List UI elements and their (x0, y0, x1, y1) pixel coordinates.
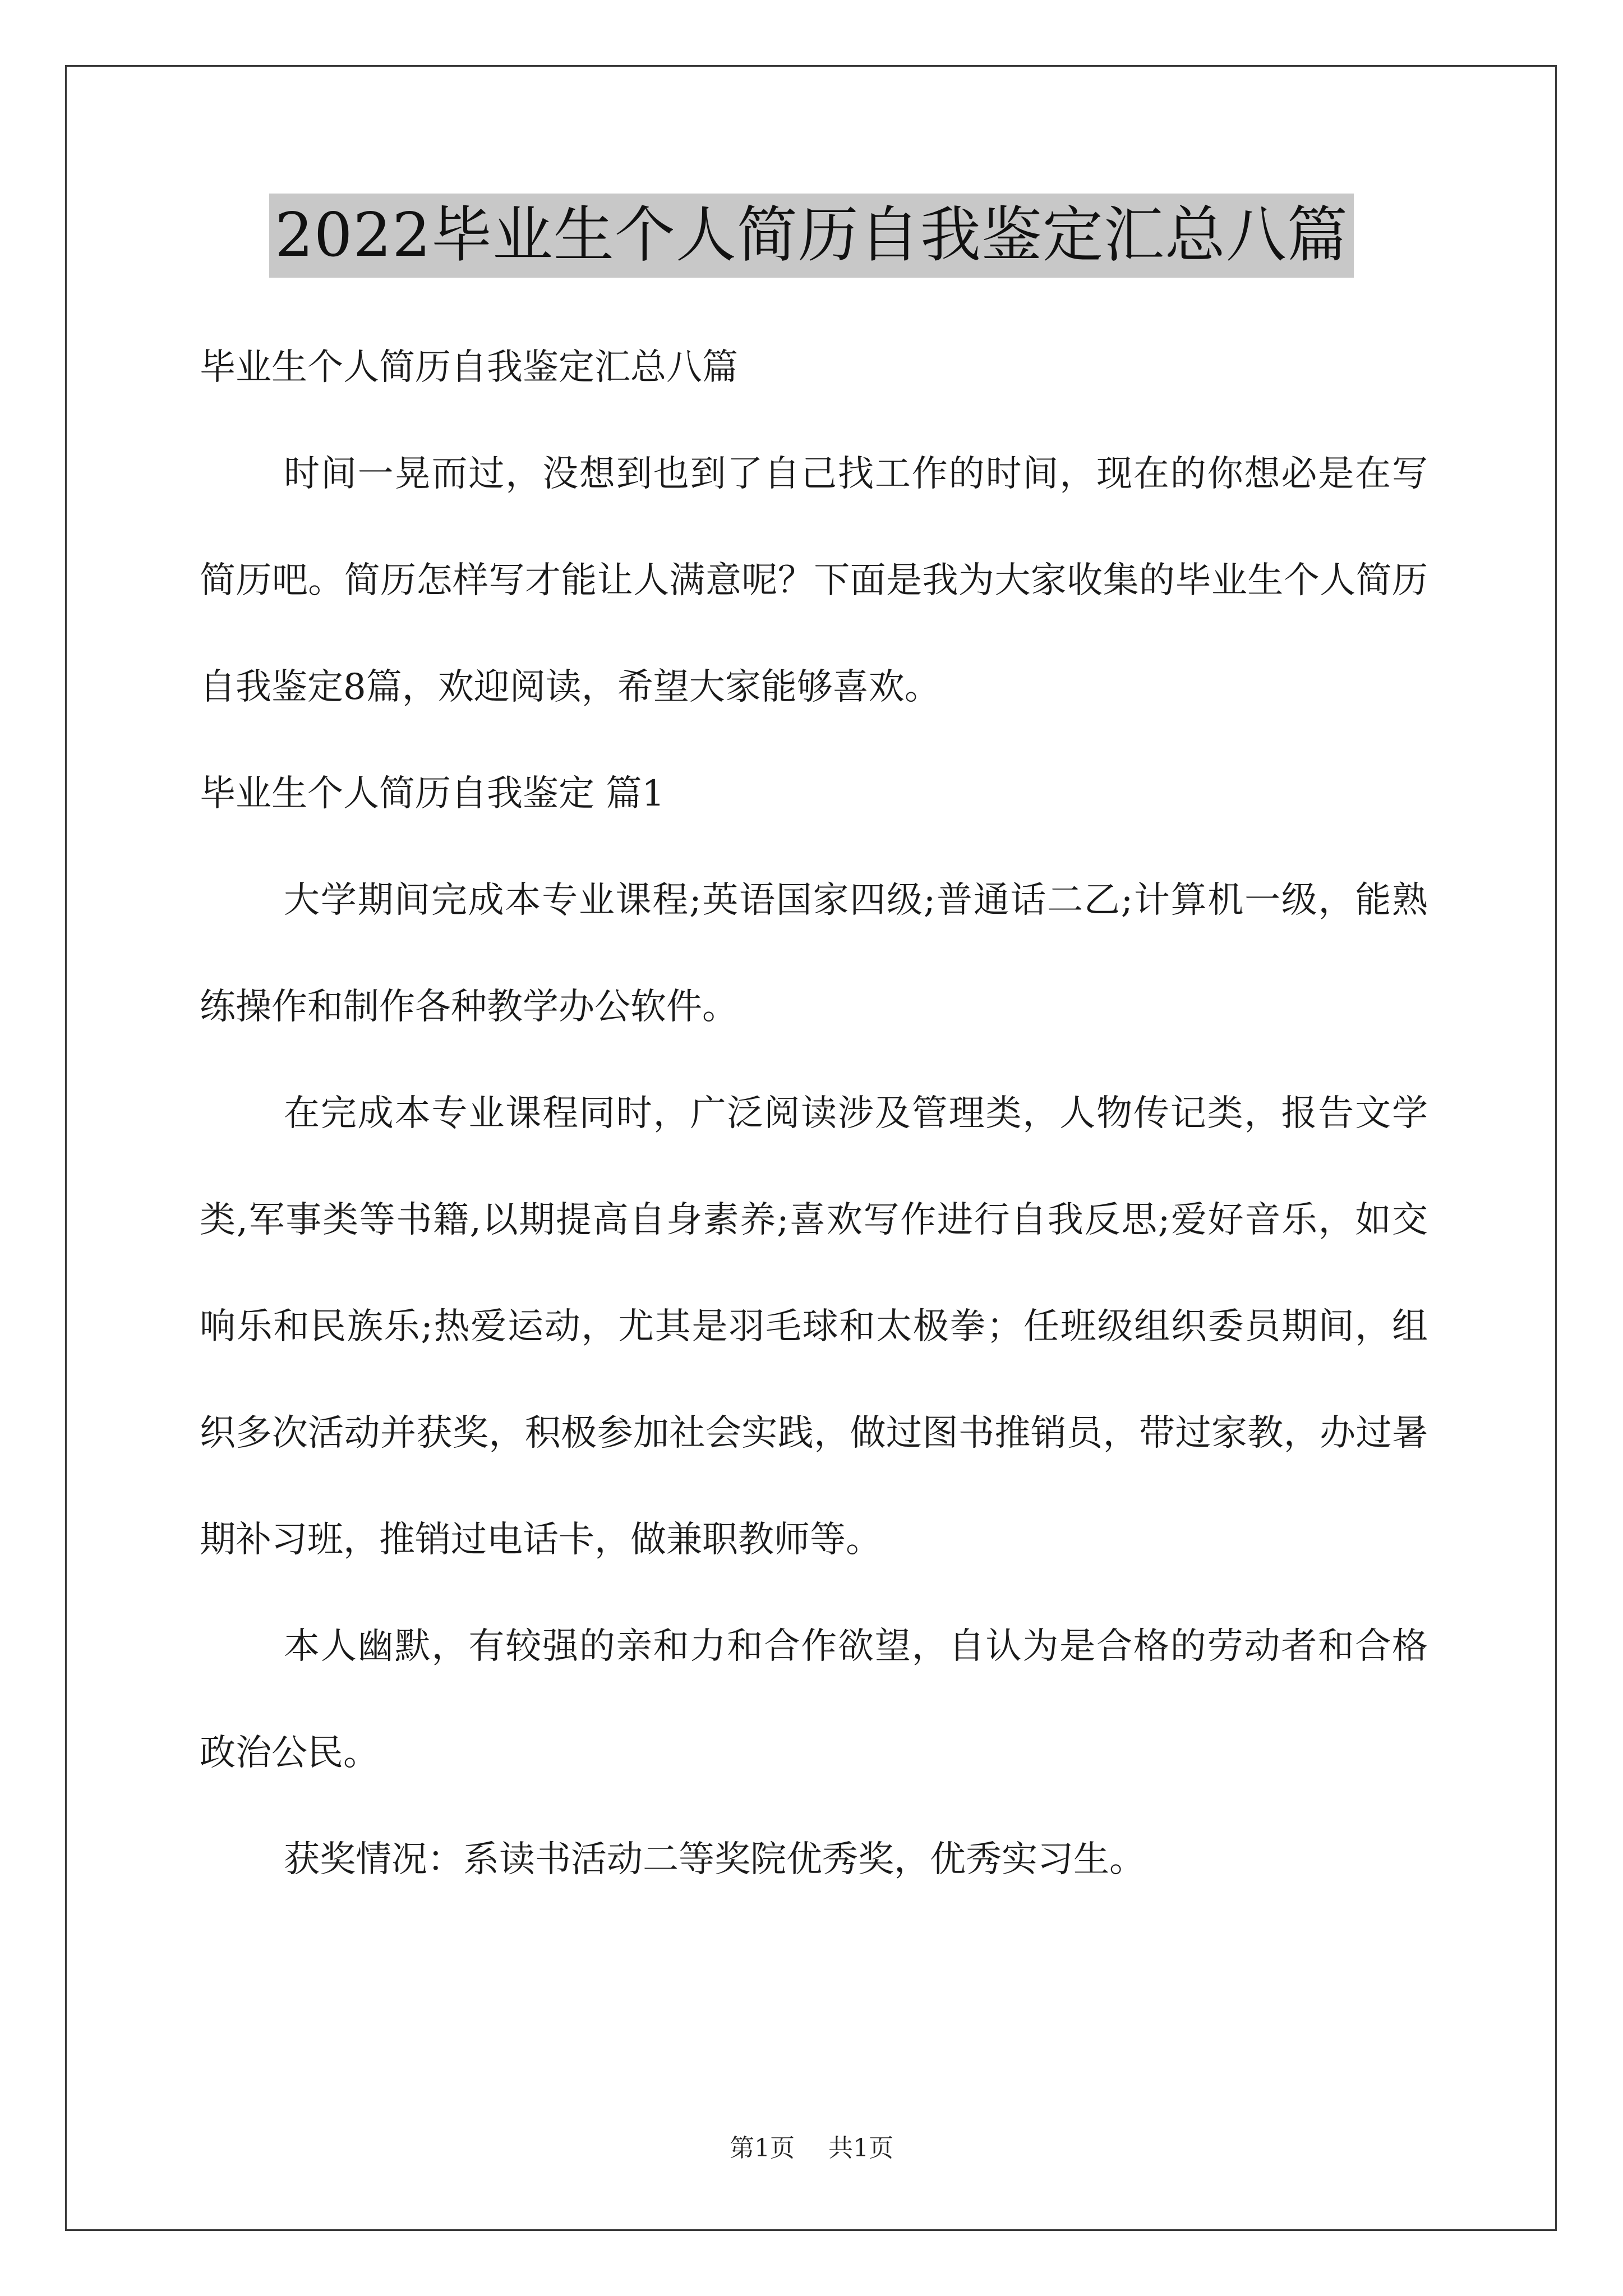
intro-paragraph: 时间一晃而过，没想到也到了自己找工作的时间，现在的你想必是在写简历吧。简历怎样写才能让人满意呢？下面是我为大家收集的毕业生个人简历自我鉴定8篇，欢迎阅读，希望大家能够喜欢。 (200, 453, 1428, 708)
paragraph-2: 在完成本专业课程同时，广泛阅读涉及管理类，人物传记类，报告文学类,军事类等书籍,以期提高自身素养;喜欢写作进行自我反思;爱好音乐，如交响乐和民族乐;热爱运动，尤其是羽毛球和太极拳；任班级组织委员期间，组织多次活动并获奖，积极参加社会实践，做过图书推销员，带过家教，办过暑期补习班，推销过电话卡，做兼职教师等。 (200, 1093, 1428, 1561)
paragraph-1: 大学期间完成本专业课程;英语国家四级;普通话二乙;计算机一级，能熟练操作和制作各种教学办公软件。 (200, 880, 1428, 1028)
document-title: 2022毕业生个人简历自我鉴定汇总八篇 (269, 194, 1354, 278)
page-number-total: 共1页 (828, 2134, 893, 2162)
paragraph-3: 本人幽默，有较强的亲和力和合作欲望，自认为是合格的劳动者和合格政治公民。 (200, 1626, 1428, 1774)
document-subtitle: 毕业生个人简历自我鉴定汇总八篇 (200, 347, 738, 388)
page-number-current: 第1页 (730, 2134, 795, 2162)
paragraph-4: 获奖情况：系读书活动二等奖院优秀奖，优秀实习生。 (284, 1839, 1145, 1880)
document-body (200, 314, 1428, 1913)
title-container (0, 194, 1623, 278)
page-footer (0, 2132, 1623, 2165)
section-heading: 毕业生个人简历自我鉴定 篇1 (200, 773, 665, 815)
